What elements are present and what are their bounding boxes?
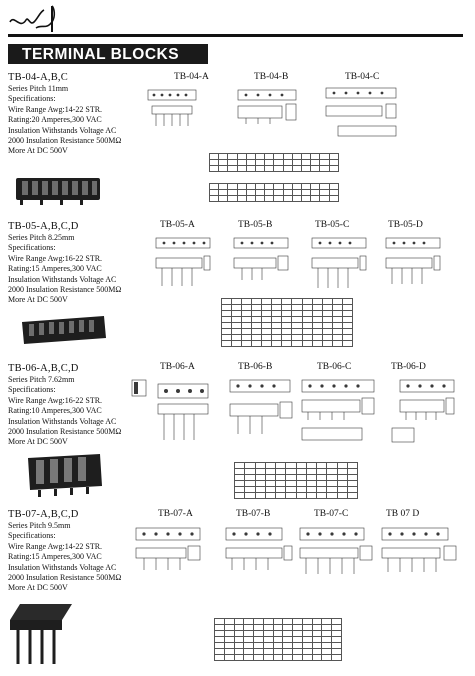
- terminal-block-photo-tb-04: [14, 172, 104, 206]
- spec-line: Specifications:: [8, 243, 56, 253]
- view-label: TB-06-B: [238, 362, 273, 372]
- spec-line: Series Pitch 11mm: [8, 84, 69, 93]
- technical-drawing-tb-05-c: [306, 234, 368, 296]
- spec-line: 2000 Insulation Resistance 500MΩ: [8, 136, 122, 146]
- view-label: TB-05-A: [160, 220, 195, 230]
- view-label: TB-07-B: [236, 509, 271, 519]
- spec-line: More At DC 500V: [8, 583, 68, 593]
- terminal-block-photo-tb-06: [24, 452, 104, 498]
- spec-line: Rating:10 Amperes,300 VAC: [8, 406, 102, 416]
- spec-line: Insulation Withstands Voltage AC: [8, 562, 117, 572]
- spec-block-tb-05: [8, 221, 158, 306]
- handwritten-logo-icon: [6, 4, 66, 34]
- view-label: TB-07-A: [158, 509, 193, 519]
- spec-line: Wire Range Awg:14-22 STR.: [8, 104, 103, 114]
- technical-drawing-tb-05-a: [150, 234, 212, 296]
- spec-line: Wire Range Awg:14-22 STR.: [8, 541, 103, 551]
- technical-drawing-tb-04-c: [318, 84, 400, 142]
- technical-drawing-tb-05-d: [380, 234, 442, 296]
- spec-line: Insulation Withstands Voltage AC: [8, 274, 117, 284]
- dimension-table-tb-06: [234, 462, 358, 499]
- technical-drawing-tb-06-a: [128, 376, 212, 452]
- view-label: TB-04-C: [345, 72, 380, 82]
- spec-line: 2000 Insulation Resistance 500MΩ: [8, 285, 122, 295]
- terminal-block-photo-tb-07: [6, 600, 76, 668]
- spec-line: More At DC 500V: [8, 295, 68, 305]
- technical-drawing-tb-04-a: [146, 86, 200, 132]
- spec-line: 2000 Insulation Resistance 500MΩ: [8, 427, 122, 437]
- technical-drawing-tb-06-b: [226, 376, 296, 446]
- spec-line: Rating:15 Amperes,300 VAC: [8, 552, 102, 562]
- view-label: TB-04-A: [174, 72, 209, 82]
- spec-block-tb-04: [8, 72, 158, 157]
- spec-line: Series Pitch 9.5mm: [8, 521, 71, 530]
- technical-drawing-tb-04-b: [236, 86, 300, 126]
- view-label: TB-05-C: [315, 220, 350, 230]
- header-rule: [8, 34, 463, 37]
- spec-line: 2000 Insulation Resistance 500MΩ: [8, 573, 122, 583]
- view-label: TB-07-C: [314, 509, 349, 519]
- spec-line: Rating:15 Amperes,300 VAC: [8, 264, 102, 274]
- spec-line: More At DC 500V: [8, 437, 68, 447]
- page-title: TERMINAL BLOCKS: [22, 46, 180, 63]
- technical-drawing-tb-07-a: [132, 522, 216, 576]
- technical-drawing-tb-06-d: [380, 376, 458, 452]
- dimension-table-tb-04: [209, 183, 339, 202]
- model-name: TB-07-A,B,C,D: [8, 509, 79, 520]
- spec-line: Specifications:: [8, 385, 56, 395]
- view-label: TB-05-B: [238, 220, 273, 230]
- spec-line: Specifications:: [8, 94, 56, 104]
- view-label: TB-04-B: [254, 72, 289, 82]
- spec-line: Specifications:: [8, 531, 56, 541]
- technical-drawing-tb-07-d: [378, 522, 462, 580]
- terminal-block-photo-tb-05: [20, 312, 108, 348]
- view-label: TB-06-D: [391, 362, 426, 372]
- spec-line: Insulation Withstands Voltage AC: [8, 125, 117, 135]
- dimension-table-tb-07: [214, 618, 342, 661]
- dimension-table-tb-05: [221, 298, 353, 347]
- technical-drawing-tb-06-c: [298, 376, 380, 452]
- technical-drawing-tb-07-b: [222, 522, 294, 576]
- view-label: TB-05-D: [388, 220, 423, 230]
- technical-drawing-tb-07-c: [296, 522, 380, 580]
- view-label: TB 07 D: [386, 509, 420, 519]
- spec-line: Series Pitch 7.62mm: [8, 375, 75, 384]
- dimension-table-tb-04: [209, 153, 339, 172]
- model-name: TB-04-A,B,C: [8, 72, 68, 83]
- spec-line: More At DC 500V: [8, 146, 68, 156]
- technical-drawing-tb-05-b: [228, 234, 290, 290]
- spec-line: Series Pitch 8.25mm: [8, 233, 75, 242]
- model-name: TB-05-A,B,C,D: [8, 221, 79, 232]
- spec-line: Wire Range Awg:16-22 STR.: [8, 253, 103, 263]
- model-name: TB-06-A,B,C,D: [8, 363, 79, 374]
- spec-line: Insulation Withstands Voltage AC: [8, 416, 117, 426]
- spec-line: Wire Range Awg:16-22 STR.: [8, 395, 103, 405]
- view-label: TB-06-A: [160, 362, 195, 372]
- spec-line: Rating:20 Amperes,300 VAC: [8, 115, 102, 125]
- view-label: TB-06-C: [317, 362, 352, 372]
